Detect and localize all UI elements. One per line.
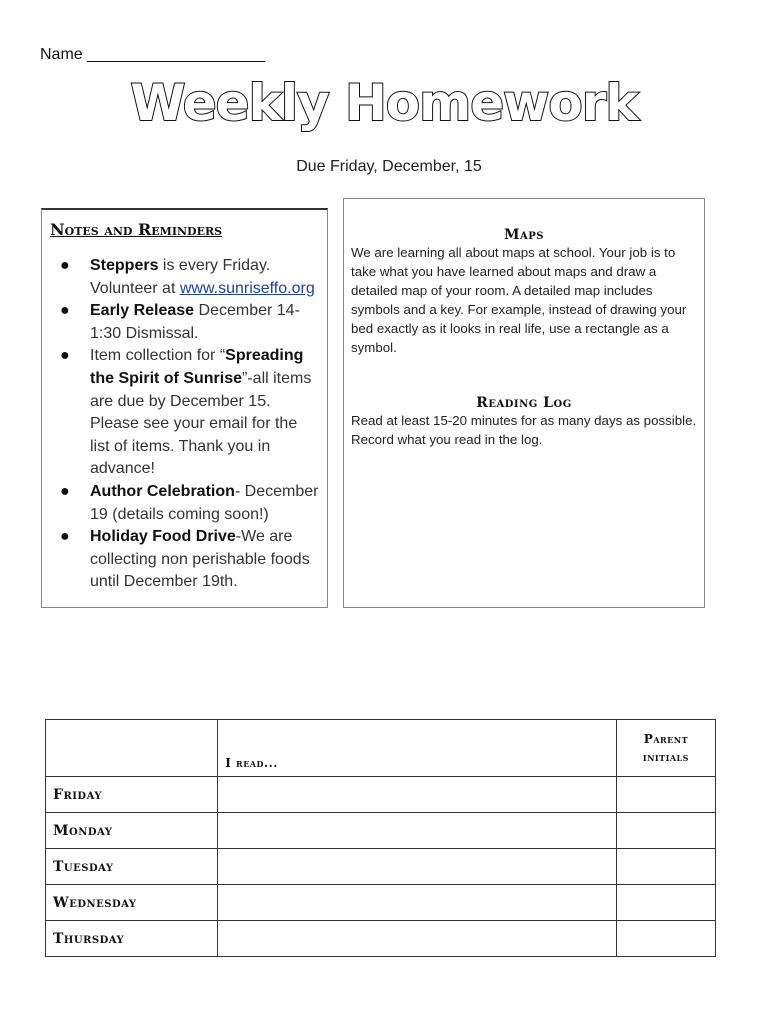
note-bold: Holiday Food Drive: [90, 528, 236, 546]
reading-log-heading: Reading Log: [476, 395, 572, 411]
day-label: Tuesday: [46, 849, 218, 885]
reading-log-text: Read at least 15-20 minutes for as many days as possible. Record what you read in the log.: [351, 413, 697, 447]
note-bold: Early Release: [90, 302, 195, 320]
table-header-row: [46, 720, 716, 777]
maps-text: We are learning all about maps at school. Your job is to take what you have learned about maps and draw a detailed map of your room. A detailed map includes symbols and a key. For example, instead of drawing your bed exactly as it looks in real life, use a rectangle as a symbol.: [351, 245, 687, 355]
read-cell[interactable]: [218, 921, 617, 957]
initials-cell[interactable]: [616, 777, 715, 813]
list-item: [50, 255, 319, 300]
due-date: Due Friday, December, 15: [296, 158, 482, 175]
list-item: [50, 481, 319, 526]
read-cell[interactable]: [218, 777, 617, 813]
notes-heading: Notes and Reminders: [50, 220, 223, 239]
notes-and-reminders-box: [41, 208, 328, 608]
maps-heading: Maps: [504, 227, 544, 243]
initials-line-1: Parent: [643, 732, 689, 746]
day-label: Friday: [46, 777, 218, 813]
list-item: [50, 300, 319, 345]
initials-cell[interactable]: [616, 813, 715, 849]
assignments-box: [343, 198, 705, 608]
note-text: -We are collecting non perishable foods until December 19th.: [90, 528, 310, 591]
note-bold: Steppers: [90, 257, 159, 274]
table-row: [46, 777, 716, 813]
bullet-icon: ●: [60, 528, 70, 546]
read-cell[interactable]: [218, 885, 617, 921]
note-text: ”-all items are due by December 15. Please see your email for the list of items. Thank you in advance!: [90, 369, 312, 478]
header-parent-initials: [616, 720, 715, 777]
notes-list: [50, 255, 319, 594]
read-cell[interactable]: [218, 849, 617, 885]
page-title: Weekly Homework: [130, 74, 638, 132]
table-row: [46, 885, 716, 921]
note-text: December 14-1:30 Dismissal.: [90, 302, 300, 342]
list-item: [50, 345, 319, 481]
note-text: - December 19 (details coming soon!): [90, 482, 319, 523]
initials-cell[interactable]: [616, 885, 715, 921]
table-row: [46, 849, 716, 885]
header-blank-cell: [46, 720, 218, 777]
bullet-icon: ●: [60, 257, 70, 274]
table-row: [46, 921, 716, 957]
day-label: Monday: [46, 813, 218, 849]
header-i-read: I read...: [218, 720, 617, 777]
note-prefix: Item collection for “: [90, 347, 226, 365]
initials-cell[interactable]: [616, 849, 715, 885]
bullet-icon: ●: [60, 302, 70, 320]
bullet-icon: ●: [60, 482, 70, 500]
name-field-label: Name ____________________: [40, 46, 266, 63]
day-label: Wednesday: [46, 885, 218, 921]
note-text: is every Friday. Volunteer at: [90, 257, 271, 297]
bullet-icon: ●: [60, 347, 70, 365]
table-row: [46, 813, 716, 849]
note-bold: Spreading the Spirit of Sunrise: [90, 347, 304, 387]
sunrise-link[interactable]: www.sunriseffo.org: [179, 279, 315, 297]
reading-log-table: [45, 719, 716, 957]
read-cell[interactable]: [218, 813, 617, 849]
day-label: Thursday: [46, 921, 218, 957]
initials-line-2: initials: [642, 750, 689, 764]
note-bold: Author Celebration: [90, 482, 235, 500]
initials-cell[interactable]: [616, 921, 715, 957]
list-item: [50, 526, 319, 594]
